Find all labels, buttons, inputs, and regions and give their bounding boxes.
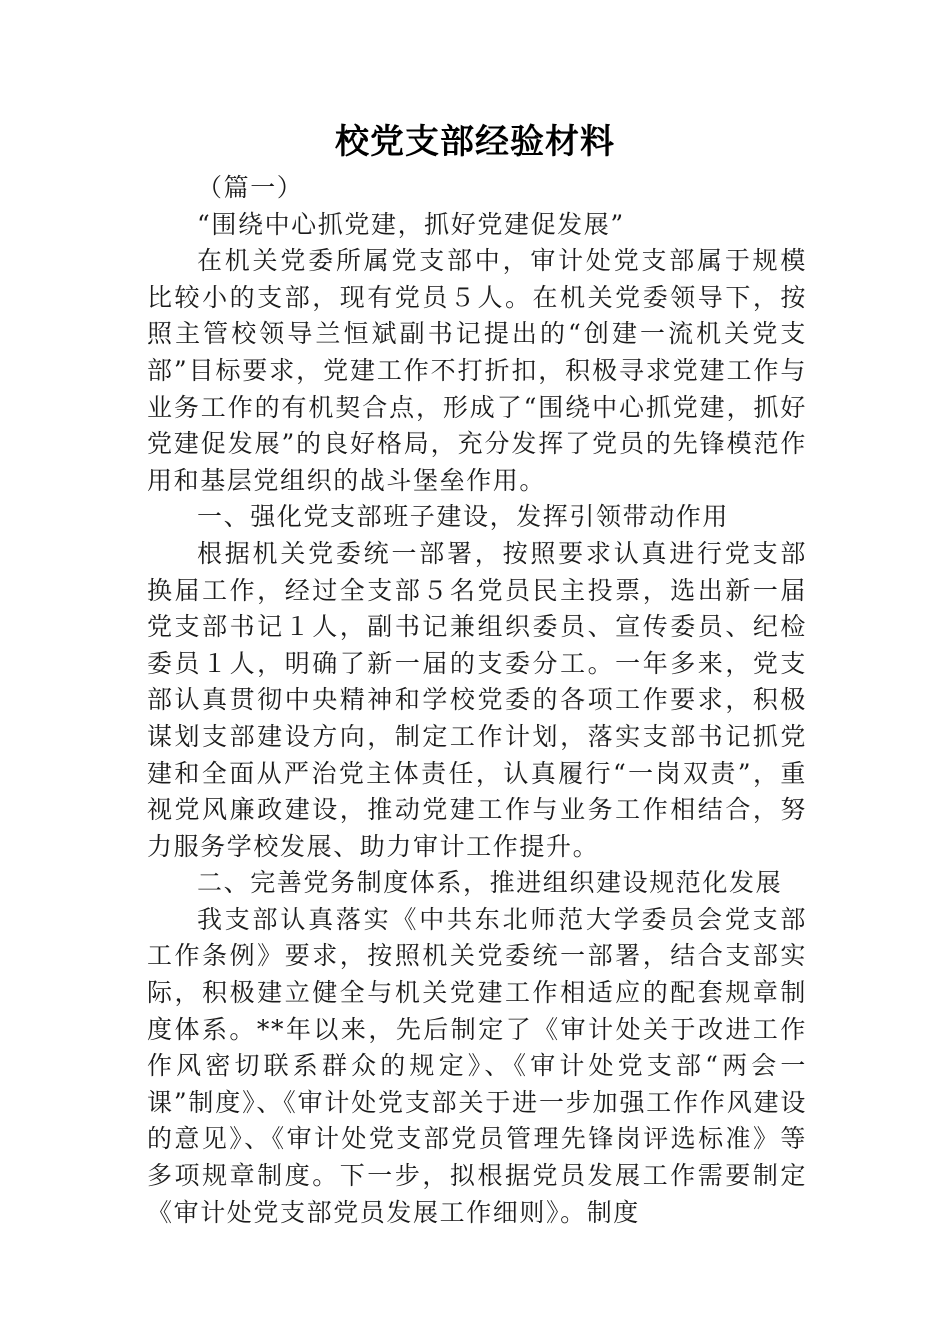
section-label: （篇一） <box>197 173 304 202</box>
intro-paragraph: 在机关党委所属党支部中，审计处党支部属于规模比较小的支部，现有党员５人。在机关党委领导下，按照主管校领导兰恒斌副书记提出的“创建一流机关党支部”目标要求，党建工作不打折扣，积极寻求党建工作与业务工作的有机契合点，形成了“围绕中心抓党建，抓好党建促发展”的良好格局，充分发挥了党员的先锋模范作用和基层党组织的战斗堡垒作用。 <box>147 246 807 495</box>
document-title: 校党支部经验材料 <box>335 122 615 162</box>
document-body <box>147 170 807 1231</box>
paragraph-one: 根据机关党委统一部署，按照要求认真进行党支部换届工作，经过全支部５名党员民主投票，选出新一届党支部书记１人，副书记兼组织委员、宣传委员、纪检委员１人，明确了新一届的支委分工。一年多来，党支部认真贯彻中央精神和学校党委的各项工作要求，积极谋划支部建设方向，制定工作计划，落实支部书记抓党建和全面从严治党主体责任，认真履行“一岗双责”，重视党风廉政建设，推动党建工作与业务工作相结合，努力服务学校发展、助力审计工作提升。 <box>147 538 807 861</box>
heading-one: 一、强化党支部班子建设，发挥引领带动作用 <box>197 502 730 532</box>
heading-two: 二、完善党务制度体系，推进组织建设规范化发展 <box>197 868 783 898</box>
subtitle-quote: “围绕中心抓党建，抓好党建促发展” <box>197 209 625 239</box>
paragraph-two: 我支部认真落实《中共东北师范大学委员会党支部工作条例》要求，按照机关党委统一部署，结合支部实际，积极建立健全与机关党建工作相适应的配套规章制度体系。**年以来，先后制定了《审计处关于改进工作作风密切联系群众的规定》、《审计处党支部“两会一课”制度》、《审计处党支部关于进一步加强工作作风建设的意见》、《审计处党支部党员管理先锋岗评选标准》等多项规章制度。下一步，拟根据党员发展工作需要制定《审计处党支部党员发展工作细则》。制度 <box>147 904 807 1227</box>
